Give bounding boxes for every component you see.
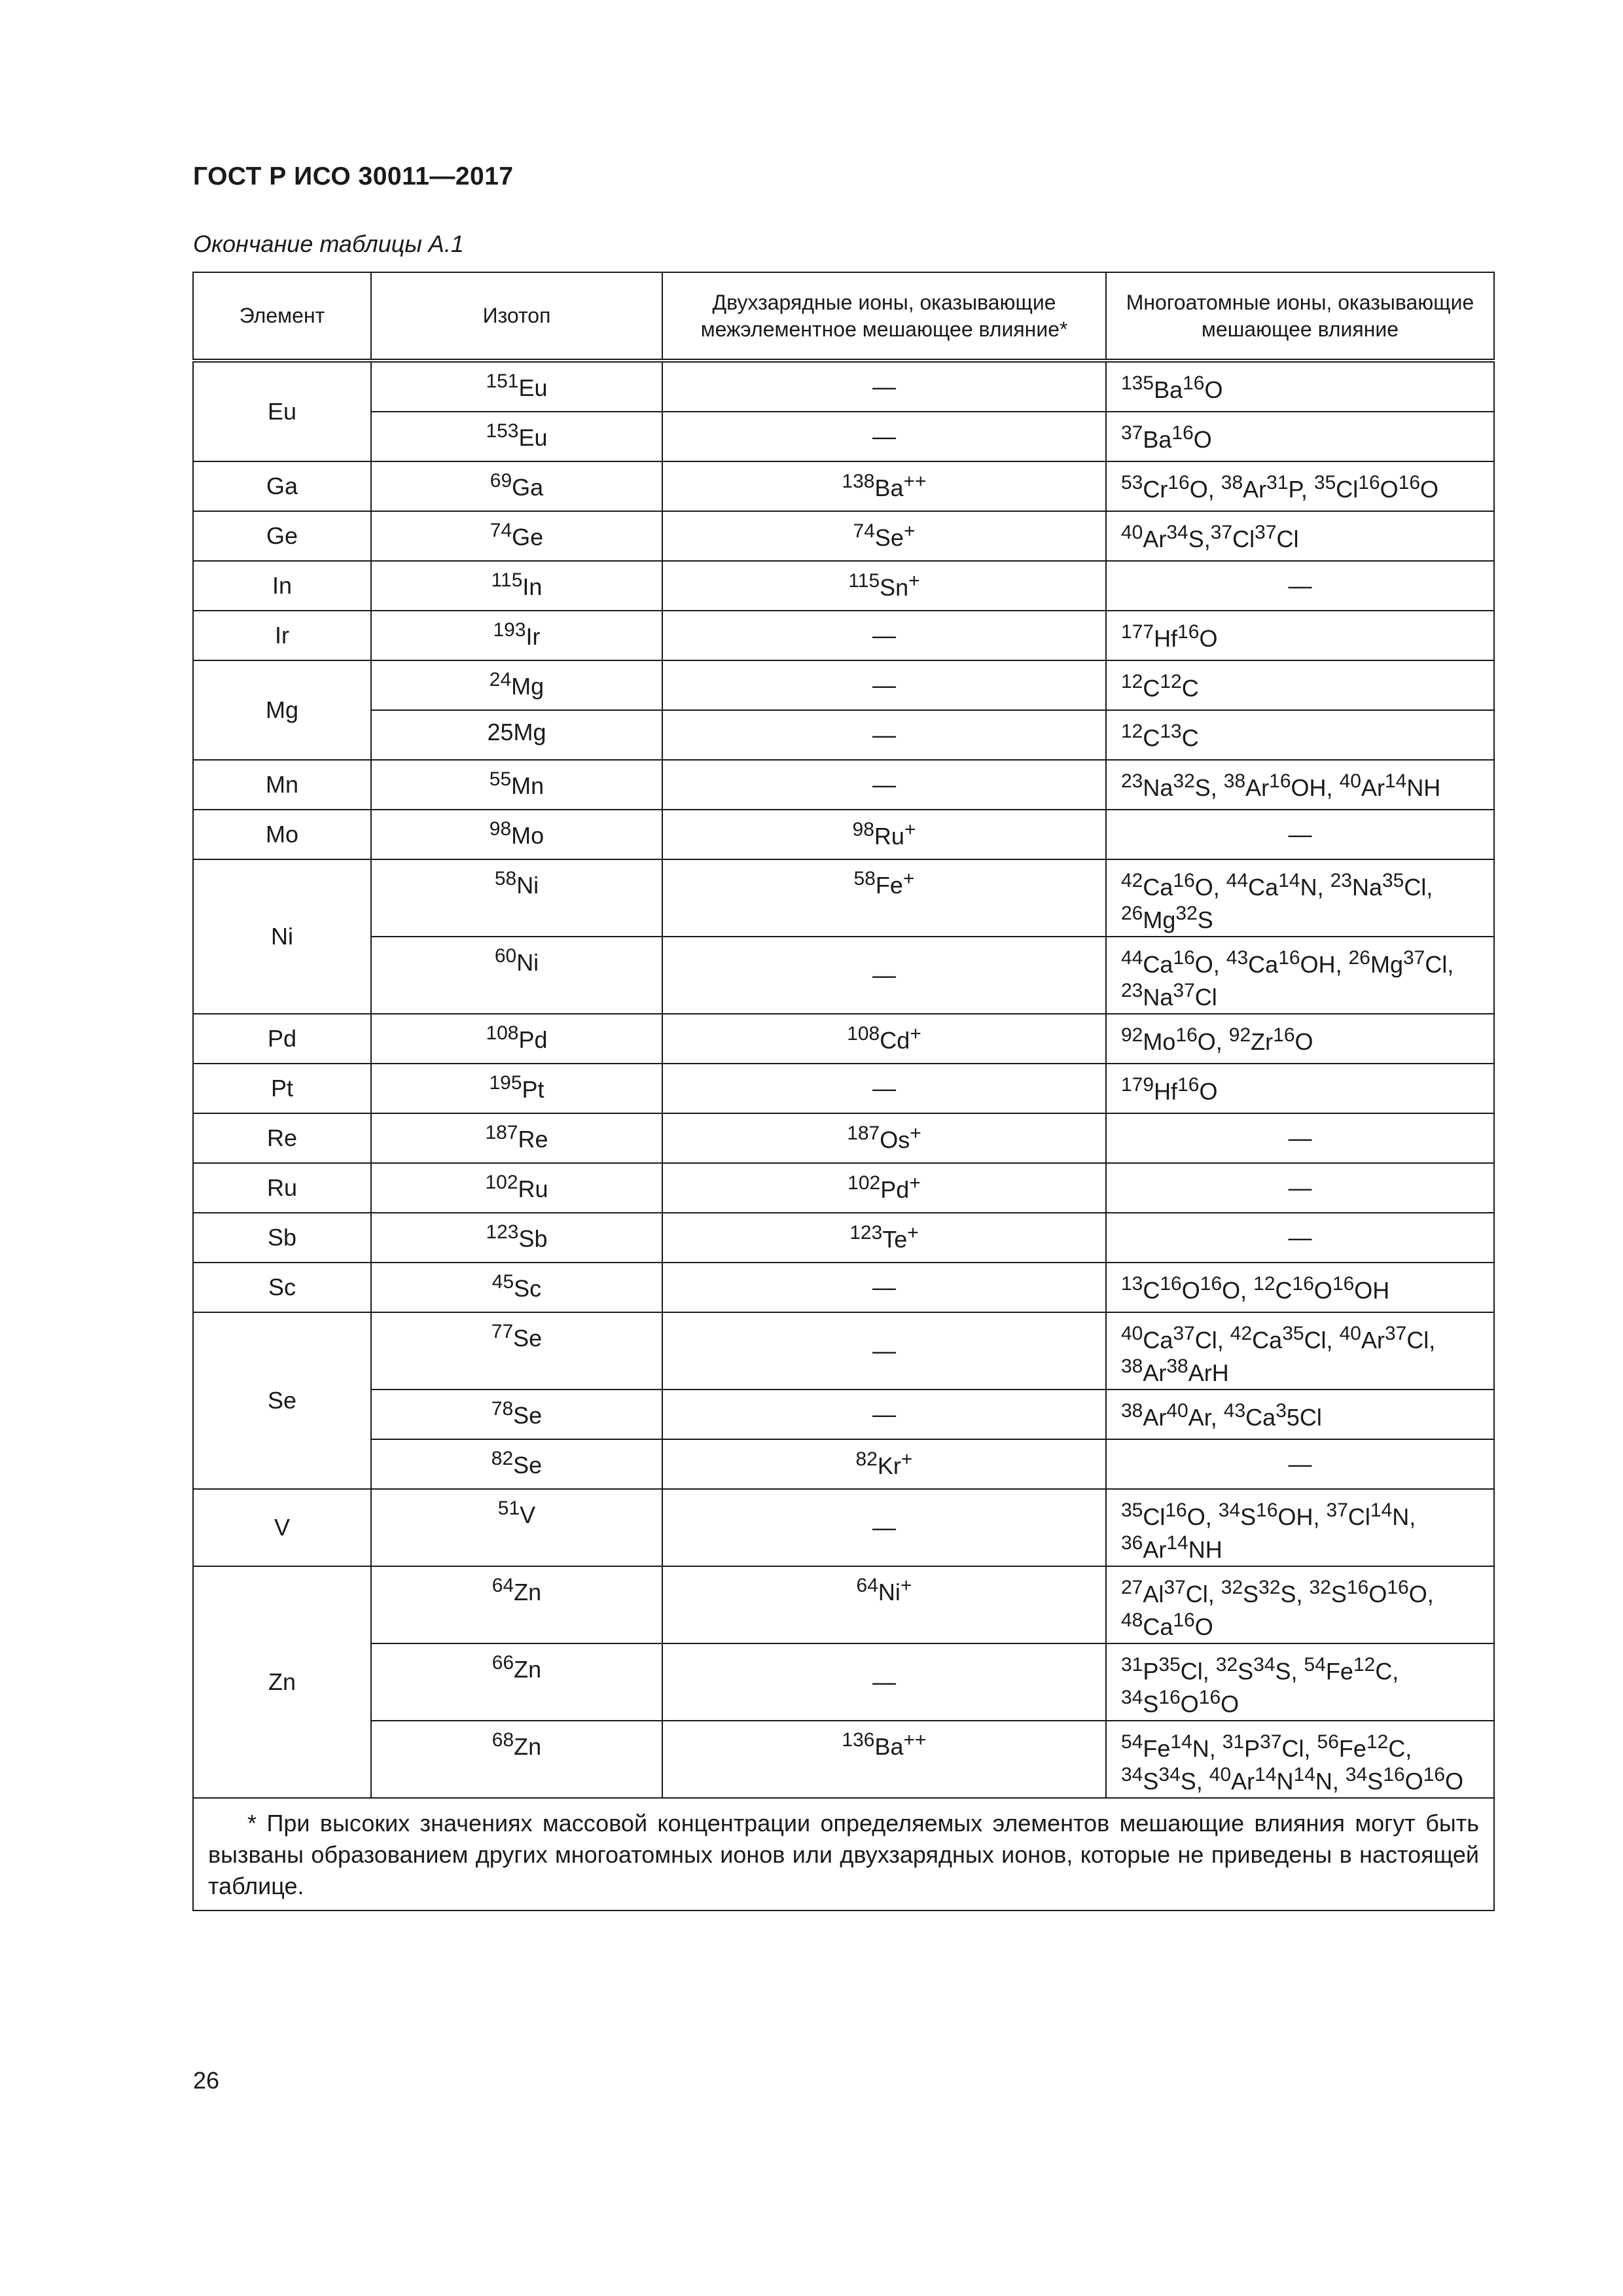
- cell-isotope: $^{24}$Mg: [371, 660, 662, 710]
- cell-polyatomic: $^{179}$Hf$^{16}$O: [1106, 1064, 1494, 1113]
- cell-isotope: $^{64}$Zn: [371, 1566, 662, 1643]
- cell-element: Ni: [193, 859, 371, 1014]
- table-row: [193, 361, 1494, 412]
- table-row: [193, 1439, 1494, 1489]
- cell-element: Ga: [193, 461, 371, 511]
- cell-double-charged: $^{98}$Ru+: [662, 810, 1106, 859]
- cell-element: Pd: [193, 1014, 371, 1064]
- table-row: [193, 1014, 1494, 1064]
- cell-polyatomic: —: [1106, 810, 1494, 859]
- cell-isotope: $^{98}$Mo: [371, 810, 662, 859]
- cell-polyatomic: —: [1106, 1213, 1494, 1263]
- table-row: [193, 1489, 1494, 1566]
- cell-polyatomic: $^{177}$Hf$^{16}$O: [1106, 611, 1494, 660]
- cell-isotope: 25Mg: [371, 710, 662, 760]
- column-header-isotope: Изотоп: [371, 272, 662, 361]
- cell-double-charged: —: [662, 760, 1106, 810]
- cell-isotope: $^{153}$Eu: [371, 412, 662, 461]
- table-row: [193, 1113, 1494, 1163]
- cell-polyatomic: $^{40}$Ar$^{34}$S,$^{37}$Cl$^{37}$Cl: [1106, 511, 1494, 561]
- cell-element: Zn: [193, 1566, 371, 1798]
- cell-double-charged: —: [662, 611, 1106, 660]
- page-number: 26: [193, 2067, 220, 2094]
- table-row: [193, 859, 1494, 937]
- cell-double-charged: $^{115}$Sn+: [662, 561, 1106, 611]
- table-row: [193, 810, 1494, 859]
- cell-double-charged: —: [662, 361, 1106, 412]
- table-footnote: [193, 1798, 1494, 1910]
- cell-polyatomic: $^{53}$Cr$^{16}$O, $^{38}$Ar$^{31}$P, $^{35}Cl^{16}O^{16}O$: [1106, 461, 1494, 511]
- cell-element: Ge: [193, 511, 371, 561]
- cell-polyatomic: $^{40}$Ca$^{37}$Cl, $^{42}$Ca$^{35}$Cl, $^{40}$Ar$^{37}$Cl, $^{38}$Ar$^{38}$ArH: [1106, 1312, 1494, 1390]
- table-row: [193, 760, 1494, 810]
- cell-double-charged: $^{102}$Pd+: [662, 1163, 1106, 1213]
- cell-element: Mg: [193, 660, 371, 760]
- table-row: [193, 561, 1494, 611]
- document-header: ГОСТ Р ИСО 30011—2017: [193, 162, 514, 190]
- table-row: [193, 1566, 1494, 1643]
- cell-element: Sb: [193, 1213, 371, 1263]
- cell-polyatomic: $^{12}C^{13}C$: [1106, 710, 1494, 760]
- cell-polyatomic: $^{13}C^{16}O^{16}O$, $^{12}C^{16}O^{16}OH$: [1106, 1263, 1494, 1312]
- table-caption: Окончание таблицы А.1: [193, 230, 464, 257]
- cell-isotope: $^{82}$Se: [371, 1439, 662, 1489]
- cell-polyatomic: $^{135}$Ba$^{16}$O: [1106, 361, 1494, 412]
- interference-table: [192, 272, 1495, 1911]
- table-row: [193, 1312, 1494, 1390]
- cell-isotope: $^{45}$Sc: [371, 1263, 662, 1312]
- cell-isotope: $^{58}$Ni: [371, 859, 662, 937]
- cell-element: Sc: [193, 1263, 371, 1312]
- cell-element: In: [193, 561, 371, 611]
- cell-polyatomic: $^{31}P^{35}Cl$, $^{32}S^{34}S$, $^{54}$Fe$^{12}$C, $^{34}S^{16}O^{16}O$: [1106, 1643, 1494, 1721]
- cell-double-charged: —: [662, 1643, 1106, 1721]
- cell-polyatomic: $^{44}$Ca$^{16}$O, $^{43}$Ca$^{16}$OH, $^{26}$Mg$^{37}$Cl, $^{23}$Na$^{37}$Cl: [1106, 937, 1494, 1014]
- cell-double-charged: $^{136}$Ba++: [662, 1721, 1106, 1798]
- table-row: [193, 1213, 1494, 1263]
- cell-isotope: $^{195}$Pt: [371, 1064, 662, 1113]
- table-row: [193, 937, 1494, 1014]
- cell-polyatomic: $^{27}$Al$^{37}$Cl, $^{32}S^{32}S$, $^{32}S^{16}O^{16}O$, $^{48}$Ca$^{16}$O: [1106, 1566, 1494, 1643]
- cell-element: Se: [193, 1312, 371, 1489]
- table-row: [193, 611, 1494, 660]
- table-row: [193, 511, 1494, 561]
- cell-double-charged: —: [662, 937, 1106, 1014]
- table-row: [193, 461, 1494, 511]
- column-header-polyatomic: Многоатомные ионы, оказывающие мешающее влияние: [1106, 272, 1494, 361]
- table-row: [193, 1163, 1494, 1213]
- cell-double-charged: —: [662, 1390, 1106, 1439]
- cell-isotope: $^{66}$Zn: [371, 1643, 662, 1721]
- cell-double-charged: $^{64}$Ni+: [662, 1566, 1106, 1643]
- cell-element: Re: [193, 1113, 371, 1163]
- cell-polyatomic: $^{38}$Ar$^{40}$Ar, $^{43}$Ca$^3$5Cl: [1106, 1390, 1494, 1439]
- cell-double-charged: —: [662, 1263, 1106, 1312]
- table-row: [193, 412, 1494, 461]
- cell-element: V: [193, 1489, 371, 1566]
- cell-element: Ir: [193, 611, 371, 660]
- cell-double-charged: $^{108}$Cd+: [662, 1014, 1106, 1064]
- cell-polyatomic: $^{23}$Na$^{32}$S, $^{38}$Ar$^{16}$OH, $^{40}$Ar$^{14}$NH: [1106, 760, 1494, 810]
- cell-isotope: $^{69}$Ga: [371, 461, 662, 511]
- cell-double-charged: $^{123}$Te+: [662, 1213, 1106, 1263]
- cell-polyatomic: $^{35}$Cl$^{16}$O, $^{34}S^{16}OH$, $^{37}$Cl$^{14}$N, $^{36}$Ar$^{14}$NH: [1106, 1489, 1494, 1566]
- cell-isotope: $^{108}$Pd: [371, 1014, 662, 1064]
- cell-polyatomic: $^{37}$Ba$^{16}$O: [1106, 412, 1494, 461]
- table-row: [193, 1263, 1494, 1312]
- cell-element: Pt: [193, 1064, 371, 1113]
- cell-element: Mo: [193, 810, 371, 859]
- cell-element: Ru: [193, 1163, 371, 1213]
- table-body: [193, 361, 1494, 1798]
- cell-element: Mn: [193, 760, 371, 810]
- cell-polyatomic: $^{54}$Fe$^{14}$N, $^{31}P^{37}Cl$, $^{56}$Fe$^{12}$C, $^{34}S^{34}S$, $^{40}Ar^{14}N^{14}N$, $^{34}S^{16}O^{16}O$: [1106, 1721, 1494, 1798]
- cell-isotope: $^{187}$Re: [371, 1113, 662, 1163]
- cell-polyatomic: $^{42}$Ca$^{16}$O, $^{44}$Ca$^{14}$N, $^{23}$Na$^{35}$Cl, $^{26}$Mg$^{32}$S: [1106, 859, 1494, 937]
- cell-isotope: $^{77}$Se: [371, 1312, 662, 1390]
- cell-double-charged: $^{138}$Ba++: [662, 461, 1106, 511]
- cell-double-charged: —: [662, 1312, 1106, 1390]
- cell-isotope: $^{123}$Sb: [371, 1213, 662, 1263]
- cell-isotope: $^{68}$Zn: [371, 1721, 662, 1798]
- cell-polyatomic: —: [1106, 561, 1494, 611]
- cell-double-charged: —: [662, 412, 1106, 461]
- table-row: [193, 660, 1494, 710]
- cell-double-charged: $^{58}$Fe+: [662, 859, 1106, 937]
- cell-element: Eu: [193, 361, 371, 461]
- cell-double-charged: —: [662, 1064, 1106, 1113]
- cell-double-charged: —: [662, 660, 1106, 710]
- column-header-element: Элемент: [193, 272, 371, 361]
- cell-isotope: $^{193}$Ir: [371, 611, 662, 660]
- cell-isotope: $^{74}$Ge: [371, 511, 662, 561]
- table-row: [193, 1390, 1494, 1439]
- cell-isotope: $^{55}$Mn: [371, 760, 662, 810]
- cell-polyatomic: $^{92}$Mo$^{16}$O, $^{92}$Zr$^{16}$O: [1106, 1014, 1494, 1064]
- cell-isotope: $^{102}$Ru: [371, 1163, 662, 1213]
- table-row: [193, 1064, 1494, 1113]
- cell-double-charged: $^{187}$Os+: [662, 1113, 1106, 1163]
- column-header-double-charged: Двухзарядные ионы, оказывающие межэлементное мешающее влияние*: [662, 272, 1106, 361]
- cell-double-charged: —: [662, 1489, 1106, 1566]
- cell-double-charged: —: [662, 710, 1106, 760]
- table-row: [193, 1721, 1494, 1798]
- table-row: [193, 710, 1494, 760]
- cell-polyatomic: —: [1106, 1113, 1494, 1163]
- footnote-text: * При высоких значениях массовой концентрации определяемых элементов мешающие влияния могут быть вызваны образованием других многоатомных ионов или двухзарядных ионов, которые не приведены в настоящей таблице.: [208, 1810, 1479, 1899]
- table-row: [193, 1643, 1494, 1721]
- cell-double-charged: $^{74}$Se+: [662, 511, 1106, 561]
- cell-isotope: $^{151}$Eu: [371, 361, 662, 412]
- cell-isotope: $^{60}$Ni: [371, 937, 662, 1014]
- cell-isotope: $^{51}$V: [371, 1489, 662, 1566]
- cell-polyatomic: —: [1106, 1163, 1494, 1213]
- cell-isotope: $^{78}$Se: [371, 1390, 662, 1439]
- cell-polyatomic: $^{12}C^{12}C$: [1106, 660, 1494, 710]
- cell-double-charged: $^{82}$Kr+: [662, 1439, 1106, 1489]
- footnote-row: [193, 1798, 1494, 1910]
- cell-polyatomic: —: [1106, 1439, 1494, 1489]
- table-header-row: [193, 272, 1494, 361]
- cell-isotope: $^{115}$In: [371, 561, 662, 611]
